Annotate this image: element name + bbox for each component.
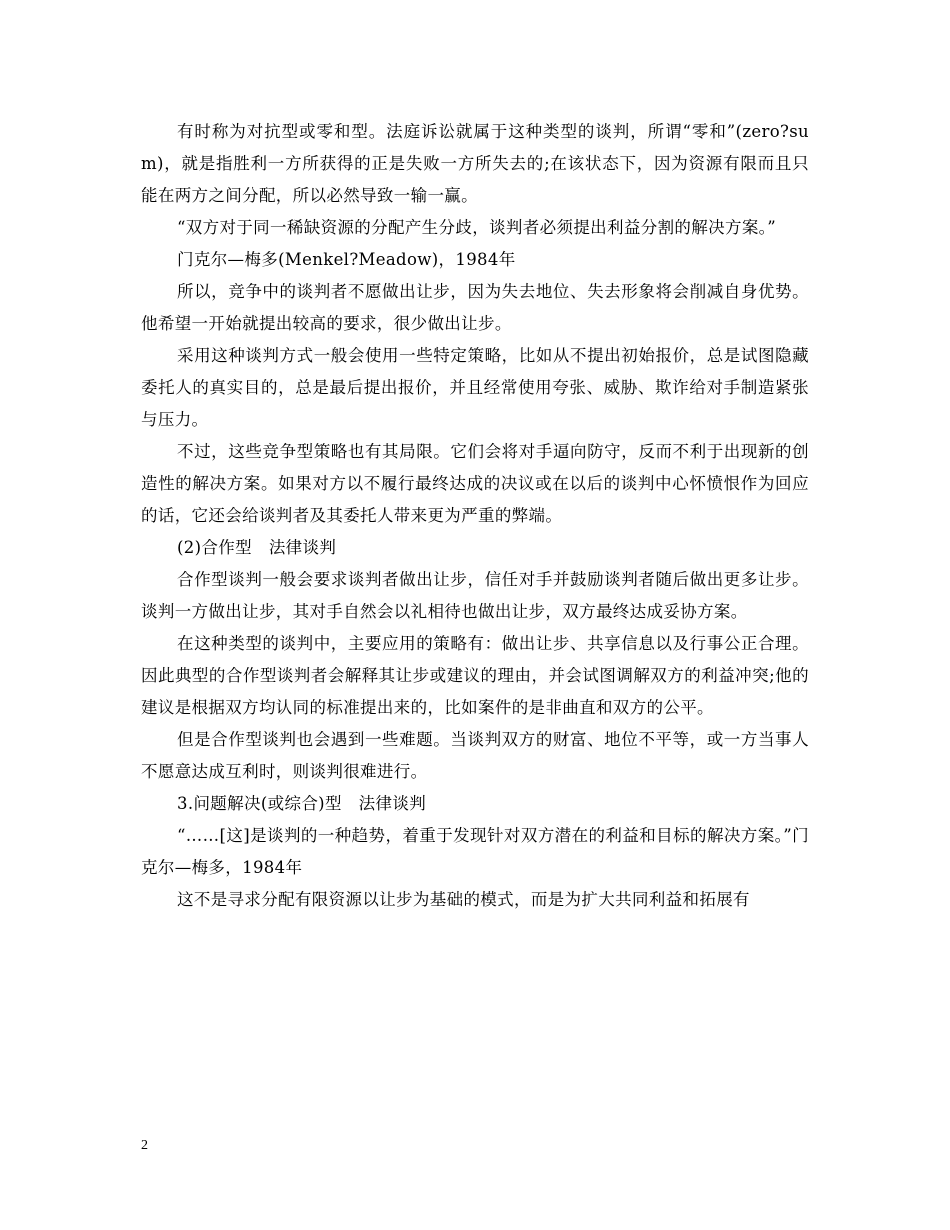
paragraph-quote-scarce-resource: “双方对于同一稀缺资源的分配产生分歧，谈判者必须提出利益分割的解决方案。” xyxy=(177,218,777,237)
paragraph-competitive-limits: 不过，这些竞争型策略也有其局限。它们会将对手逼向防守，反而不利于出现新的创造性的解决方案。如果对方以不履行最终达成的决议或在以后的谈判中心怀愤恨作为回应的话，它还会给谈判者及其委托人带来更为严重的弊端。 xyxy=(141,442,809,525)
heading-problem-solving-negotiation: 3.问题解决(或综合)型 法律谈判 xyxy=(177,794,427,813)
paragraph-not-distributive-model: 这不是寻求分配有限资源以让步为基础的模式，而是为扩大共同利益和拓展有 xyxy=(177,890,750,909)
paragraph-competitive-negotiator: 所以，竞争中的谈判者不愿做出让步，因为失去地位、失去形象将会削减自身优势。他希望一开始就提出较高的要求，很少做出让步。 xyxy=(141,282,809,333)
paragraph-quote-trend: “……[这]是谈判的一种趋势，着重于发现针对双方潜在的利益和目标的解决方案。”门克尔—梅多，1984年 xyxy=(141,826,809,877)
paragraph-cooperative-strategies: 在这种类型的谈判中，主要应用的策略有：做出让步、共享信息以及行事公正合理。因此典型的合作型谈判者会解释其让步或建议的理由，并会试图调解双方的利益冲突;他的建议是根据双方均认同的标准提出来的，比如案件的是非曲直和双方的公平。 xyxy=(141,634,809,717)
paragraph-competitive-strategies: 采用这种谈判方式一般会使用一些特定策略，比如从不提出初始报价，总是试图隐藏委托人的真实目的，总是最后提出报价，并且经常使用夸张、威胁、欺诈给对手制造紧张与压力。 xyxy=(141,346,809,429)
document-body xyxy=(141,116,809,916)
paragraph-citation-menkel-meadow: 门克尔—梅多(Menkel?Meadow)，1984年 xyxy=(177,250,516,269)
paragraph-zero-sum-definition: 有时称为对抗型或零和型。法庭诉讼就属于这种类型的谈判，所谓“零和”(zero?sum)，就是指胜利一方所获得的正是失败一方所失去的;在该状态下，因为资源有限而且只能在两方之间分配，所以必然导致一输一赢。 xyxy=(141,122,809,205)
page-number: 2 xyxy=(141,1138,148,1153)
heading-cooperative-negotiation: (2)合作型 法律谈判 xyxy=(177,538,337,557)
paragraph-cooperative-problems: 但是合作型谈判也会遇到一些难题。当谈判双方的财富、地位不平等，或一方当事人不愿意达成互利时，则谈判很难进行。 xyxy=(141,730,809,781)
paragraph-cooperative-concessions: 合作型谈判一般会要求谈判者做出让步，信任对手并鼓励谈判者随后做出更多让步。谈判一方做出让步，其对手自然会以礼相待也做出让步，双方最终达成妥协方案。 xyxy=(141,570,809,621)
